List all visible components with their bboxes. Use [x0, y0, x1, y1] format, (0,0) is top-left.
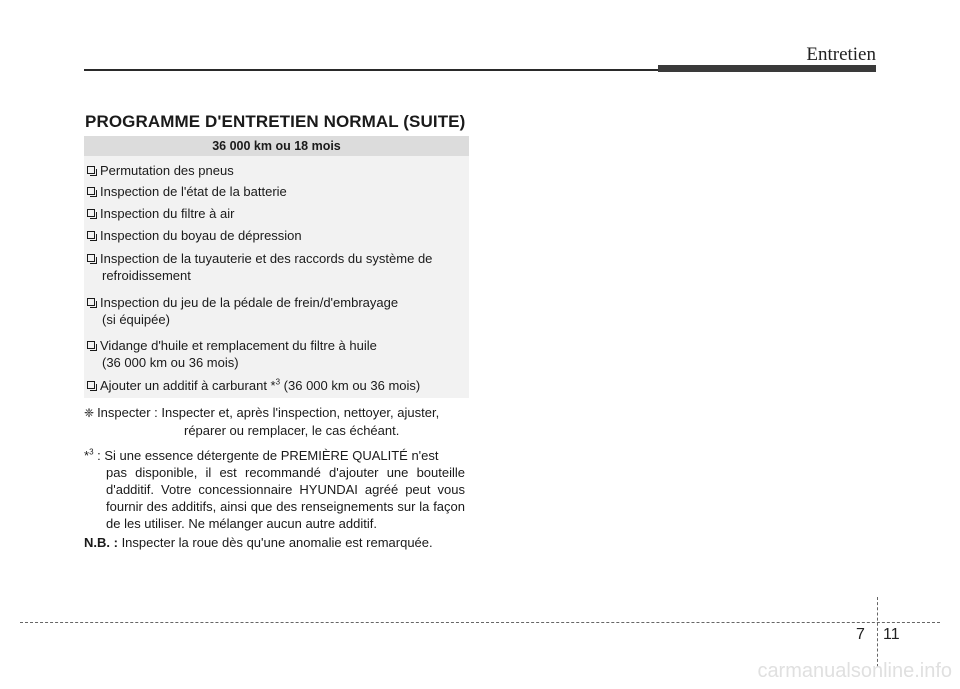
footnote-3: *$^3$ : Si une essence détergente de PREMIÈRE QUALITÉ n'est pas disponible, il est recommandé d'ajouter une bouteille d'additif. Votre concessionnaire HYUNDAI agréé peut vous fournir des additifs, ainsi que des renseignements sur la façon de les utiliser. Ne mélanger aucun autre additif.: [84, 447, 465, 531]
header-accent-bar: [658, 65, 876, 72]
footer-rule: [20, 622, 940, 623]
notes: [84, 404, 465, 551]
page-title: PROGRAMME D'ENTRETIEN NORMAL (SUITE): [85, 112, 466, 131]
checklist-item: Inspection de la tuyauterie et des raccords du système de refroidissement: [87, 250, 465, 284]
checkbox-icon: [87, 231, 95, 239]
checkbox-icon: [87, 381, 95, 389]
checkbox-icon: [87, 209, 95, 217]
checklist-item: Vidange d'huile et remplacement du filtre à huile (36 000 km ou 36 mois): [87, 337, 465, 371]
checklist-item: Inspection de l'état de la batterie: [87, 183, 465, 200]
checkbox-icon: [87, 166, 95, 174]
nb-note: N.B. : Inspecter la roue dès qu'une anomalie est remarquée.: [84, 535, 433, 550]
schedule-box: [84, 136, 469, 398]
checklist-item: Inspection du jeu de la pédale de frein/d'embrayage (si équipée): [87, 294, 465, 328]
asterism-icon: ❈: [84, 406, 95, 420]
watermark: carmanualsonline.info: [757, 660, 952, 682]
checklist-item: Inspection du boyau de dépression: [87, 227, 465, 244]
inspect-note: ❈ Inspecter : Inspecter et, après l'inspection, nettoyer, ajuster, réparer ou remplacer, le cas échéant.: [84, 405, 440, 438]
page-number: 11: [883, 626, 900, 643]
schedule-heading: 36 000 km ou 18 mois: [84, 136, 469, 156]
checklist-item: Inspection du filtre à air: [87, 205, 465, 222]
checklist-item: Permutation des pneus: [87, 162, 465, 179]
checkbox-icon: [87, 298, 95, 306]
section-title: Entretien: [806, 44, 876, 65]
header-rule: [84, 69, 658, 71]
chapter-number: 7: [856, 626, 865, 643]
checkbox-icon: [87, 341, 95, 349]
checkbox-icon: [87, 254, 95, 262]
checkbox-icon: [87, 187, 95, 195]
checklist-item: Ajouter un additif à carburant *$^3$ (36 000 km ou 36 mois): [87, 377, 465, 394]
page-number-divider: [877, 597, 878, 667]
